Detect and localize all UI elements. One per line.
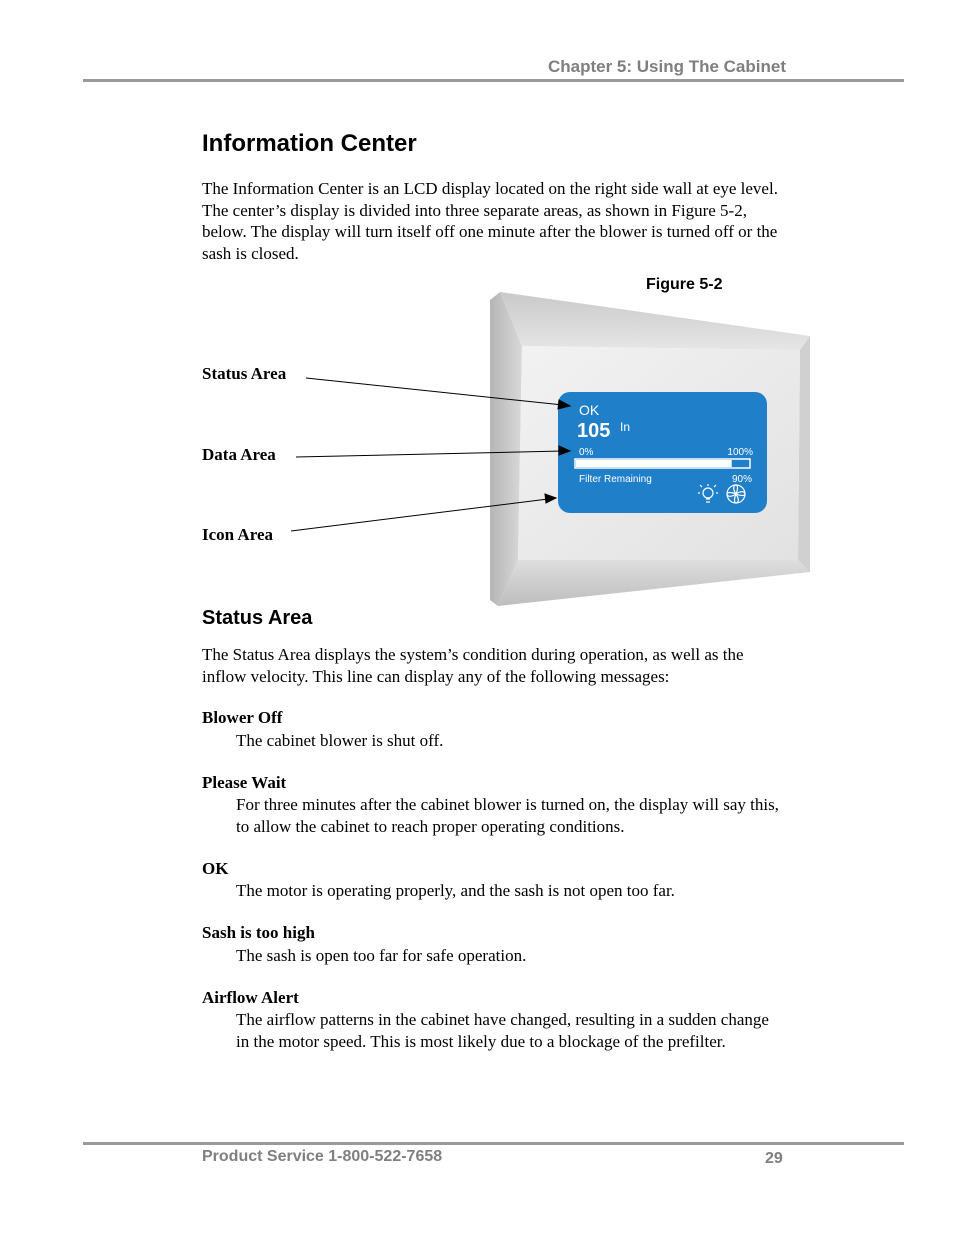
message-term: Sash is too high: [202, 923, 315, 942]
message-term: Please Wait: [202, 773, 287, 792]
message-description: For three minutes after the cabinet blower is turned on, the display will say this, to allow the cabinet to reach proper operating conditions.: [236, 795, 779, 836]
lcd-filter-label: Filter Remaining: [579, 474, 652, 485]
intro-paragraph: The Information Center is an LCD display located on the right side wall at eye level. The center’s display is divided into three separate areas, as shown in Figure 5-2, below. The display will turn itself off one minute after the blower is turned off or the sash is closed.: [202, 179, 778, 264]
filter-progress-fill: [576, 460, 732, 467]
callout-status-area: Status Area: [202, 364, 287, 383]
section-title: Information Center: [202, 130, 417, 157]
lcd-status-text: OK: [579, 402, 600, 418]
lcd-max-label: 100%: [727, 447, 753, 458]
footer-rule: [83, 1142, 904, 1145]
status-area-intro: The Status Area displays the system’s condition during operation, as well as the inflow velocity. This line can display any of the following messages:: [202, 645, 744, 686]
lcd-min-label: 0%: [579, 447, 594, 458]
page-number: 29: [765, 1150, 783, 1167]
message-description: The cabinet blower is shut off.: [236, 731, 444, 750]
running-header: Chapter 5: Using The Cabinet: [547, 57, 786, 76]
message-description: The motor is operating properly, and the sash is not open too far.: [236, 881, 675, 900]
footer-service-line: Product Service 1-800-522-7658: [202, 1148, 443, 1165]
lcd-velocity-value: 105: [577, 420, 611, 442]
message-description: The sash is open too far for safe operation.: [236, 946, 527, 965]
lcd-velocity-unit: In: [620, 420, 631, 434]
callout-icon-area: Icon Area: [202, 525, 273, 544]
message-term: OK: [202, 859, 229, 878]
message-description: The airflow patterns in the cabinet have changed, resulting in a sudden change in the motor speed. This is most likely due to a blockage of the prefilter.: [236, 1010, 769, 1051]
lcd-screen: [558, 392, 767, 513]
status-area-heading: Status Area: [202, 607, 313, 629]
callout-data-area: Data Area: [202, 445, 276, 464]
message-term: Airflow Alert: [202, 988, 299, 1007]
message-term: Blower Off: [202, 708, 283, 727]
lcd-filter-value: 90%: [731, 474, 752, 485]
figure-label: Figure 5-2: [646, 276, 723, 293]
